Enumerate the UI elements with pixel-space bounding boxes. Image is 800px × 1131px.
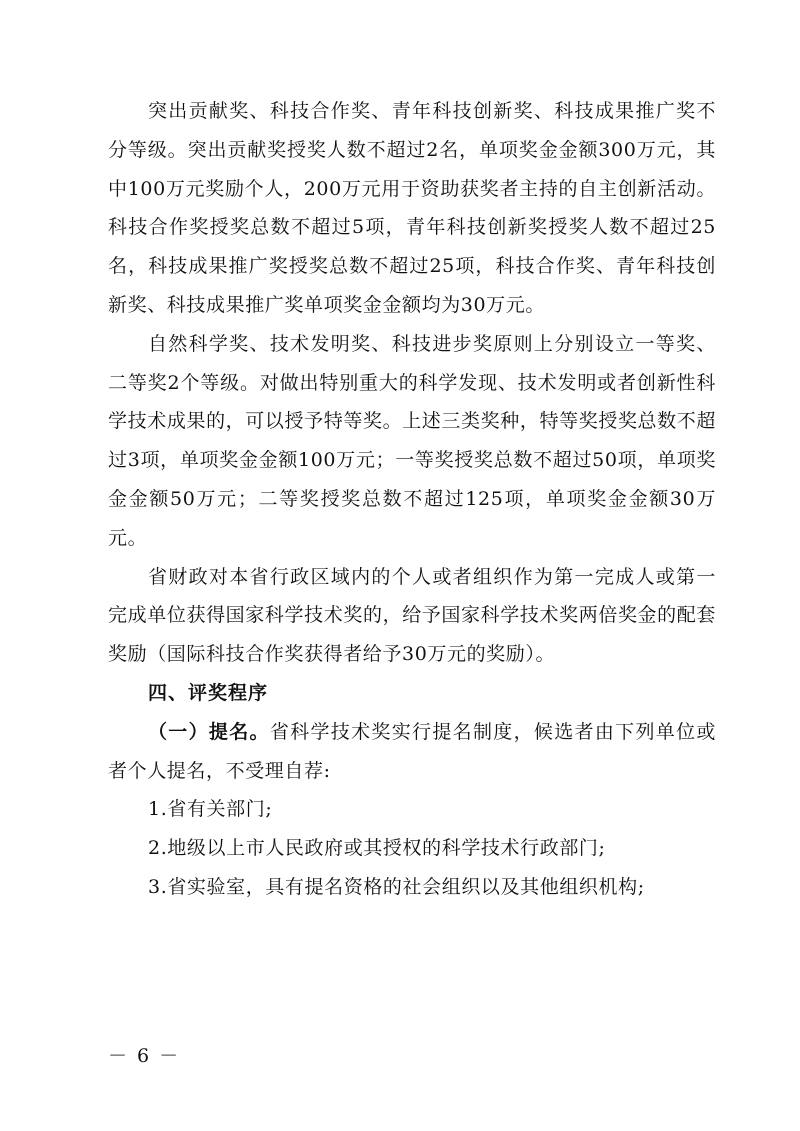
paragraph-nomination	[108, 713, 716, 791]
nomination-lead: （一）提名。	[148, 720, 270, 743]
page-number: － 6 －	[108, 1045, 181, 1067]
list-item: 2.地级以上市人民政府或其授权的科学技术行政部门;	[148, 837, 606, 860]
document-body	[108, 92, 716, 907]
list-item: 3.省实验室，具有提名资格的社会组织以及其他组织机构;	[148, 875, 645, 898]
section-heading: 四、评奖程序	[148, 681, 269, 704]
paragraph-grade-awards: 自然科学奖、技术发明奖、科技进步奖原则上分别设立一等奖、二等奖2个等级。对做出特别重大的科学发现、技术发明或者创新性科学技术成果的，可以授予特等奖。上述三类奖种，特等奖授奖总数不超过3项，单项奖金金额100万元；一等奖授奖总数不超过50项，单项奖金金额50万元；二等奖授奖总数不超过125项，单项奖金金额30万元。	[108, 332, 716, 549]
list-item: 1.省有关部门;	[148, 798, 273, 821]
paragraph-matching-rewards: 省财政对本省行政区域内的个人或者组织作为第一完成人或第一完成单位获得国家科学技术奖的，给予国家科学技术奖两倍奖金的配套奖励（国际科技合作奖获得者给予30万元的奖励）。	[108, 565, 716, 666]
paragraph-award-levels: 突出贡献奖、科技合作奖、青年科技创新奖、科技成果推广奖不分等级。突出贡献奖授奖人数不超过2名，单项奖金金额300万元，其中100万元奖励个人，200万元用于资助获奖者主持的自主创新活动。科技合作奖授奖总数不超过5项，青年科技创新奖授奖人数不超过25名，科技成果推广奖授奖总数不超过25项，科技合作奖、青年科技创新奖、科技成果推广奖单项奖金金额均为30万元。	[108, 100, 716, 316]
nomination-text: 省科学技术奖实行提名制度，候选者由下列单位或者个人提名，不受理自荐:	[108, 720, 716, 782]
